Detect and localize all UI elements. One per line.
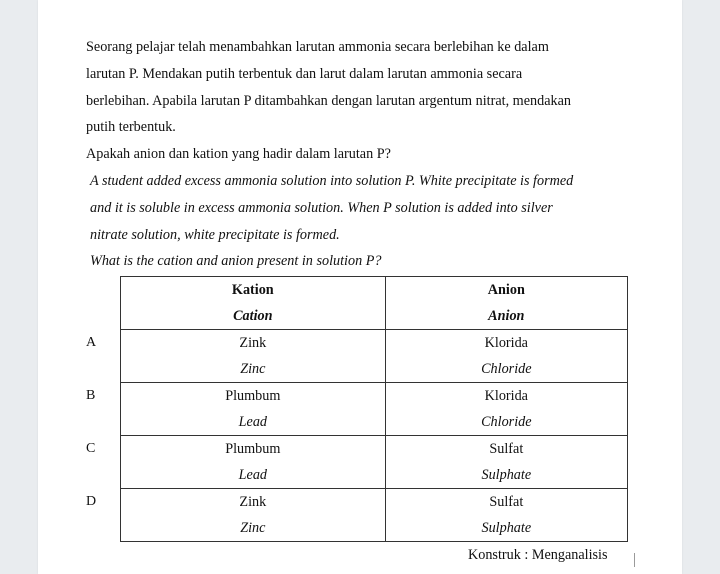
anion-english: Sulphate [385,462,627,489]
table-row [120,515,628,542]
option-letter: A [86,334,97,350]
question-line-english-2: and it is soluble in excess ammonia solution. When P solution is added into silver [90,199,553,216]
table-header-row [120,277,628,304]
text-cursor [634,553,635,567]
cation-english: Zinc [121,515,386,542]
header-anion-english: Anion [385,303,627,330]
anion-english: Chloride [385,409,627,436]
question-line-malay-2: larutan P. Mendakan putih terbentuk dan larut dalam larutan ammonia secara [86,65,523,82]
table-row [120,356,628,383]
table-row [120,330,628,357]
cation-malay: Plumbum [121,436,386,463]
document-page [38,0,682,574]
question-text [86,34,646,275]
cation-malay: Zink [121,489,386,516]
anion-malay: Sulfat [385,436,627,463]
question-line-malay-4: putih terbentuk. [86,119,176,136]
anion-english: Sulphate [385,515,627,542]
cation-english: Lead [121,409,386,436]
answer-options-table [86,276,628,542]
option-letter: C [86,440,96,456]
header-cation-english: Cation [121,303,386,330]
header-anion-malay: Anion [385,277,627,304]
anion-english: Chloride [385,356,627,383]
cation-english: Zinc [121,356,386,383]
table-header-row [120,303,628,330]
header-cation-malay: Kation [121,277,386,304]
table-row [120,462,628,489]
anion-malay: Klorida [385,383,627,410]
question-line-malay-1: Seorang pelajar telah menambahkan larutan ammonia secara berlebihan ke dalam [86,39,549,55]
question-prompt-malay: Apakah anion dan kation yang hadir dalam larutan P? [86,146,391,163]
question-line-english-3: nitrate solution, white precipitate is formed. [90,226,340,243]
construct-label: Konstruk : Menganalisis [468,547,608,563]
table-row [120,489,628,516]
table-row [120,409,628,436]
cation-malay: Zink [121,330,386,357]
question-prompt-english: What is the cation and anion present in solution P? [90,253,382,270]
option-letter: B [86,387,96,403]
table-row [120,436,628,463]
cation-english: Lead [121,462,386,489]
anion-malay: Klorida [385,330,627,357]
question-line-malay-3: berlebihan. Apabila larutan P ditambahkan dengan larutan argentum nitrat, mendakan [86,92,571,109]
anion-malay: Sulfat [385,489,627,516]
option-letter: D [86,493,97,509]
table-row [120,383,628,410]
question-line-english-1: A student added excess ammonia solution into solution P. White precipitate is formed [90,172,574,189]
cation-malay: Plumbum [121,383,386,410]
